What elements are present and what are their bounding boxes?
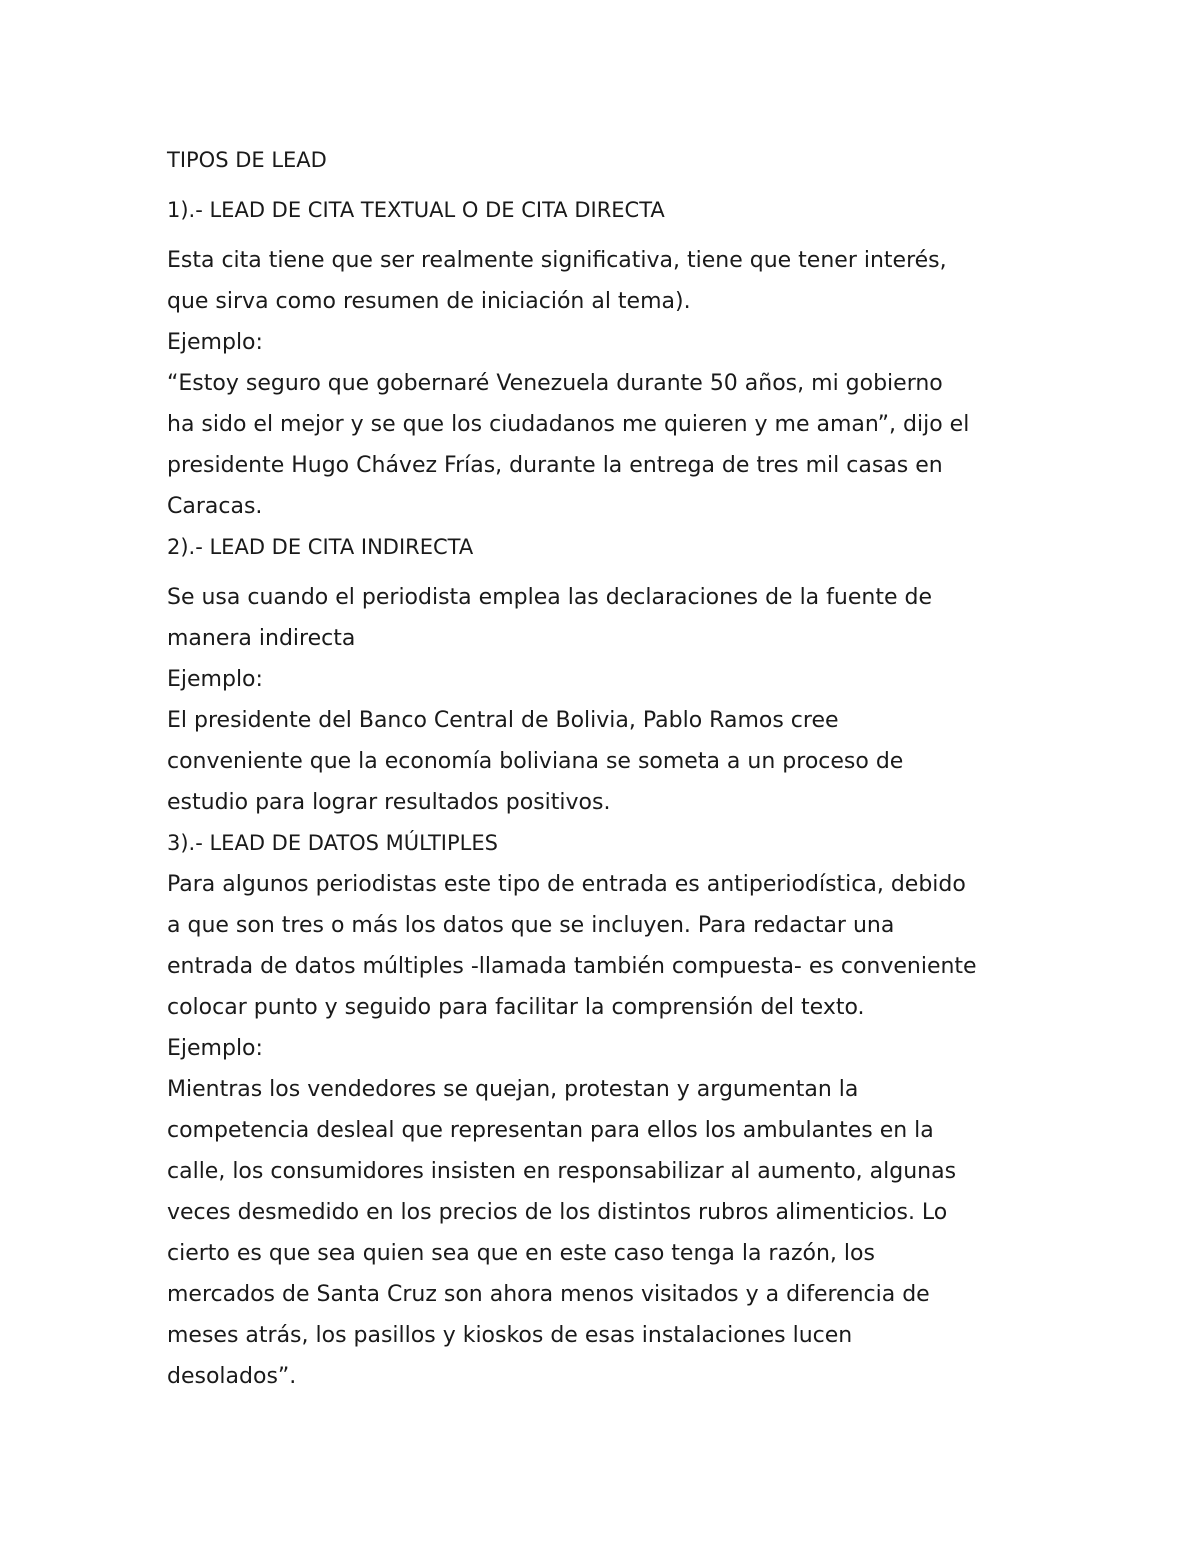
- paragraph-line: Mientras los vendedores se quejan, protestan y argumentan la: [167, 1077, 859, 1102]
- paragraph-line: cierto es que sea quien sea que en este caso tenga la razón, los: [167, 1241, 875, 1266]
- paragraph-line: competencia desleal que representan para ellos los ambulantes en la: [167, 1118, 934, 1143]
- example-label: Ejemplo:: [167, 1036, 263, 1061]
- paragraph-line: entrada de datos múltiples -llamada también compuesta- es conveniente: [167, 954, 977, 979]
- paragraph-line: mercados de Santa Cruz son ahora menos visitados y a diferencia de: [167, 1282, 930, 1307]
- paragraph-line: presidente Hugo Chávez Frías, durante la entrega de tres mil casas en: [167, 453, 943, 478]
- example-label: Ejemplo:: [167, 667, 263, 692]
- paragraph-line: Se usa cuando el periodista emplea las declaraciones de la fuente de: [167, 585, 932, 610]
- section-heading-cita-textual: 1).- LEAD DE CITA TEXTUAL O DE CITA DIRECTA: [167, 198, 665, 222]
- document-title: TIPOS DE LEAD: [167, 148, 327, 172]
- example-label: Ejemplo:: [167, 330, 263, 355]
- paragraph-line: a que son tres o más los datos que se incluyen. Para redactar una: [167, 913, 895, 938]
- paragraph-line: “Estoy seguro que gobernaré Venezuela durante 50 años, mi gobierno: [167, 371, 943, 396]
- section-heading-datos-multiples: 3).- LEAD DE DATOS MÚLTIPLES: [167, 831, 498, 855]
- paragraph-line: El presidente del Banco Central de Bolivia, Pablo Ramos cree: [167, 708, 839, 733]
- paragraph-line: que sirva como resumen de iniciación al tema).: [167, 289, 691, 314]
- paragraph-line: conveniente que la economía boliviana se someta a un proceso de: [167, 749, 904, 774]
- paragraph-line: Caracas.: [167, 494, 263, 519]
- document-body: [167, 140, 1047, 1397]
- paragraph-line: estudio para lograr resultados positivos.: [167, 790, 611, 815]
- section-heading-cita-indirecta: 2).- LEAD DE CITA INDIRECTA: [167, 535, 474, 559]
- paragraph-line: colocar punto y seguido para facilitar la comprensión del texto.: [167, 995, 865, 1020]
- paragraph-line: ha sido el mejor y se que los ciudadanos me quieren y me aman”, dijo el: [167, 412, 970, 437]
- paragraph-line: meses atrás, los pasillos y kioskos de esas instalaciones lucen: [167, 1323, 853, 1348]
- paragraph-line: Para algunos periodistas este tipo de entrada es antiperiodística, debido: [167, 872, 966, 897]
- paragraph-line: Esta cita tiene que ser realmente significativa, tiene que tener interés,: [167, 248, 947, 273]
- paragraph-line: calle, los consumidores insisten en responsabilizar al aumento, algunas: [167, 1159, 957, 1184]
- paragraph-line: veces desmedido en los precios de los distintos rubros alimenticios. Lo: [167, 1200, 948, 1225]
- paragraph-line: manera indirecta: [167, 626, 356, 651]
- paragraph-line: desolados”.: [167, 1364, 297, 1389]
